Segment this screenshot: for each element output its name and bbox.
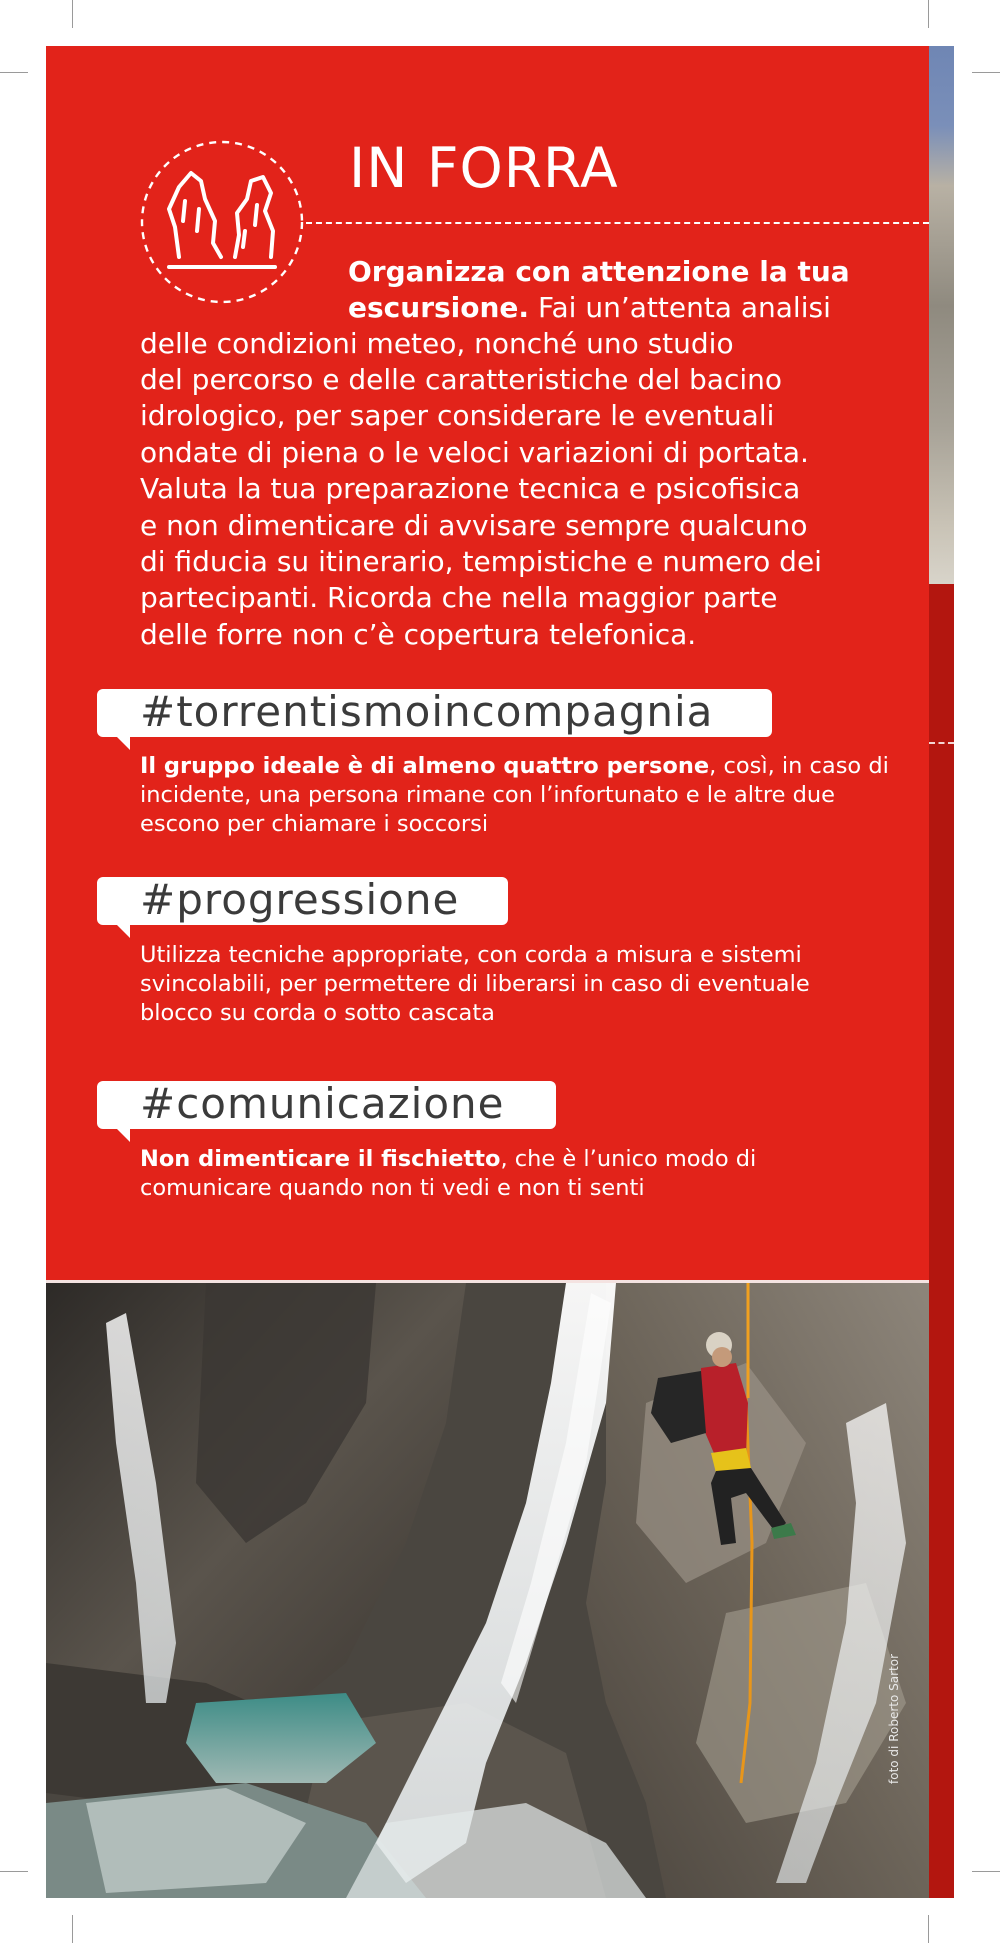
intro-lead-line-2 — [348, 290, 831, 326]
section-line — [140, 752, 889, 781]
intro-lead-line-1 — [348, 254, 850, 290]
intro-bold-lead-end: escursione. — [348, 291, 530, 324]
section-line: Utilizza tecniche appropriate, con corda a misura e sistemi — [140, 942, 802, 968]
intro-line: di fiducia su itinerario, tempistiche e numero dei — [140, 545, 822, 578]
intro-line: partecipanti. Ricorda che nella maggior parte — [140, 581, 778, 614]
intro-line: idrologico, per saper considerare le eventuali — [140, 399, 775, 432]
intro-line: ondate di piena o le veloci variazioni di portata. — [140, 436, 809, 469]
hashtag-torrentismoincompagnia: #torrentismoincompagnia — [140, 687, 714, 736]
crop-mark — [972, 72, 1000, 73]
intro-lead-rest: Fai un’attenta analisi — [529, 291, 831, 324]
hashtag-badge-tail — [116, 924, 130, 938]
section-line: blocco su corda o sotto cascata — [140, 1000, 495, 1026]
section-line: svincolabili, per permettere di liberarsi in caso di eventuale — [140, 971, 810, 997]
intro-line: delle forre non c’è copertura telefonica. — [140, 618, 697, 651]
canyoning-waterfall-photo — [46, 1283, 929, 1898]
section-line: escono per chiamare i soccorsi — [140, 811, 489, 837]
canyon-emblem-icon — [139, 139, 305, 305]
hashtag-badge-tail — [116, 1128, 130, 1142]
hashtag-progressione: #progressione — [140, 875, 460, 924]
crop-mark — [0, 72, 28, 73]
crop-mark — [72, 0, 73, 28]
section-bold: Il gruppo ideale è di almeno quattro persone — [140, 753, 710, 779]
intro-line: Valuta la tua preparazione tecnica e psicofisica — [140, 472, 801, 505]
section-line-rest: , così, in caso di — [709, 753, 889, 779]
section-line — [140, 1145, 756, 1174]
adjacent-panel-photo-strip — [929, 46, 954, 584]
crop-mark — [928, 0, 929, 28]
section-line-rest: , che è l’unico modo di — [500, 1146, 757, 1172]
section-line: comunicare quando non ti vedi e non ti senti — [140, 1175, 645, 1201]
page-title: IN FORRA — [349, 136, 619, 200]
section-line: incidente, una persona rimane con l’infortunato e le altre due — [140, 782, 835, 808]
crop-mark — [72, 1915, 73, 1943]
hashtag-comunicazione: #comunicazione — [140, 1079, 505, 1128]
crop-mark — [972, 1871, 1000, 1872]
adjacent-panel-red-strip — [929, 584, 954, 1898]
intro-line: e non dimenticare di avvisare sempre qualcuno — [140, 509, 808, 542]
crop-mark — [0, 1871, 28, 1872]
title-dashed-divider — [306, 222, 929, 224]
photo-credit: foto di Roberto Sartor — [887, 1653, 901, 1784]
adjacent-panel-dashed-line — [929, 742, 954, 744]
hashtag-badge-tail — [116, 736, 130, 750]
intro-line: del percorso e delle caratteristiche del bacino — [140, 363, 783, 396]
crop-mark — [928, 1915, 929, 1943]
intro-bold-lead: Organizza con attenzione la tua — [348, 255, 850, 288]
intro-line: delle condizioni meteo, nonché uno studio — [140, 327, 734, 360]
section-bold: Non dimenticare il fischietto — [140, 1146, 501, 1172]
